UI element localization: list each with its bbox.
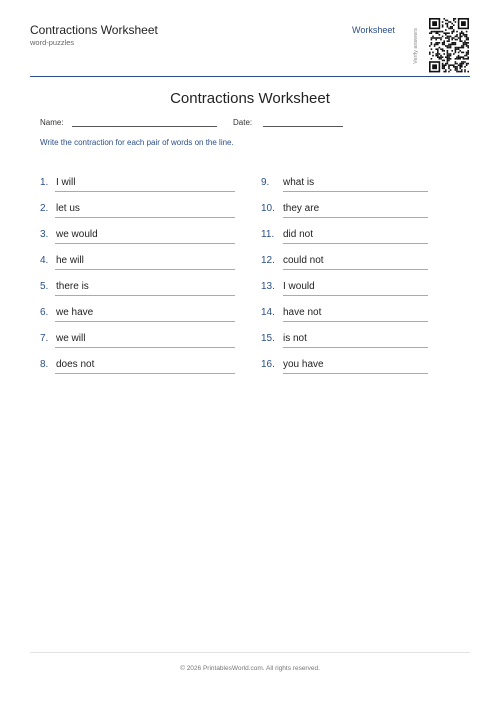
answer-line[interactable] xyxy=(283,373,428,374)
exercise-words: he will xyxy=(56,255,84,266)
exercise-item xyxy=(261,359,428,381)
exercise-words: is not xyxy=(283,333,307,344)
worksheet-title: Contractions Worksheet xyxy=(170,90,330,107)
instruction-text: Write the contraction for each pair of words on the line. xyxy=(40,138,234,147)
exercise-item xyxy=(40,359,235,381)
exercise-item xyxy=(261,177,428,199)
answer-line[interactable] xyxy=(55,295,235,296)
name-label: Name: xyxy=(40,118,64,127)
exercise-words: we will xyxy=(56,333,86,344)
verify-label xyxy=(410,22,422,70)
exercise-number: 15. xyxy=(261,333,275,344)
exercise-words: they are xyxy=(283,203,320,214)
answer-line[interactable] xyxy=(283,243,428,244)
name-line xyxy=(72,126,217,127)
exercise-number: 8. xyxy=(40,359,49,370)
answer-line[interactable] xyxy=(55,373,235,374)
exercise-item xyxy=(40,203,235,225)
header-tag: Worksheet xyxy=(352,25,395,35)
exercise-number: 12. xyxy=(261,255,275,266)
exercise-number: 7. xyxy=(40,333,49,344)
qr-code-icon xyxy=(428,17,470,73)
exercise-words: have not xyxy=(283,307,322,318)
header-title: Contractions Worksheet xyxy=(30,23,158,37)
exercise-number: 1. xyxy=(40,177,49,188)
exercise-item xyxy=(40,281,235,303)
answer-line[interactable] xyxy=(283,269,428,270)
answer-line[interactable] xyxy=(55,269,235,270)
answer-line[interactable] xyxy=(55,191,235,192)
exercise-number: 13. xyxy=(261,281,275,292)
answer-line[interactable] xyxy=(283,295,428,296)
header-rule xyxy=(30,76,470,77)
exercise-item xyxy=(40,333,235,355)
exercise-words: what is xyxy=(283,177,315,188)
answer-line[interactable] xyxy=(55,217,235,218)
exercise-words: we would xyxy=(56,229,98,240)
exercise-words: does not xyxy=(56,359,95,370)
exercise-item xyxy=(261,255,428,277)
exercise-words: you have xyxy=(283,359,324,370)
exercise-words: did not xyxy=(283,229,314,240)
footer-rule xyxy=(30,652,470,653)
answer-line[interactable] xyxy=(283,217,428,218)
exercise-number: 11. xyxy=(261,229,275,240)
answer-line[interactable] xyxy=(55,243,235,244)
exercise-number: 3. xyxy=(40,229,49,240)
exercise-words: could not xyxy=(283,255,324,266)
exercise-words: we have xyxy=(56,307,94,318)
exercise-item xyxy=(40,177,235,199)
exercise-words: I will xyxy=(56,177,76,188)
date-label: Date: xyxy=(233,118,253,127)
answer-line[interactable] xyxy=(55,321,235,322)
footer-text: © 2026 PrintablesWorld.com. All rights reserved. xyxy=(180,665,320,672)
exercise-item xyxy=(40,229,235,251)
exercise-number: 9. xyxy=(261,177,270,188)
verify-text: Verify answers xyxy=(413,28,419,64)
exercise-number: 2. xyxy=(40,203,49,214)
date-line xyxy=(263,126,343,127)
exercise-words: let us xyxy=(56,203,80,214)
answer-line[interactable] xyxy=(283,321,428,322)
exercise-number: 5. xyxy=(40,281,49,292)
answer-line[interactable] xyxy=(283,191,428,192)
exercise-number: 4. xyxy=(40,255,49,266)
exercise-number: 10. xyxy=(261,203,275,214)
answer-line[interactable] xyxy=(283,347,428,348)
exercise-number: 16. xyxy=(261,359,275,370)
exercise-words: I would xyxy=(283,281,315,292)
header-subtitle: word-puzzles xyxy=(30,38,75,47)
exercise-number: 14. xyxy=(261,307,275,318)
answer-line[interactable] xyxy=(55,347,235,348)
exercise-number: 6. xyxy=(40,307,49,318)
exercise-item xyxy=(261,229,428,251)
exercise-item xyxy=(40,255,235,277)
exercise-item xyxy=(40,307,235,329)
exercise-item xyxy=(261,203,428,225)
exercise-item xyxy=(261,333,428,355)
exercise-item xyxy=(261,307,428,329)
exercise-item xyxy=(261,281,428,303)
exercise-words: there is xyxy=(56,281,89,292)
